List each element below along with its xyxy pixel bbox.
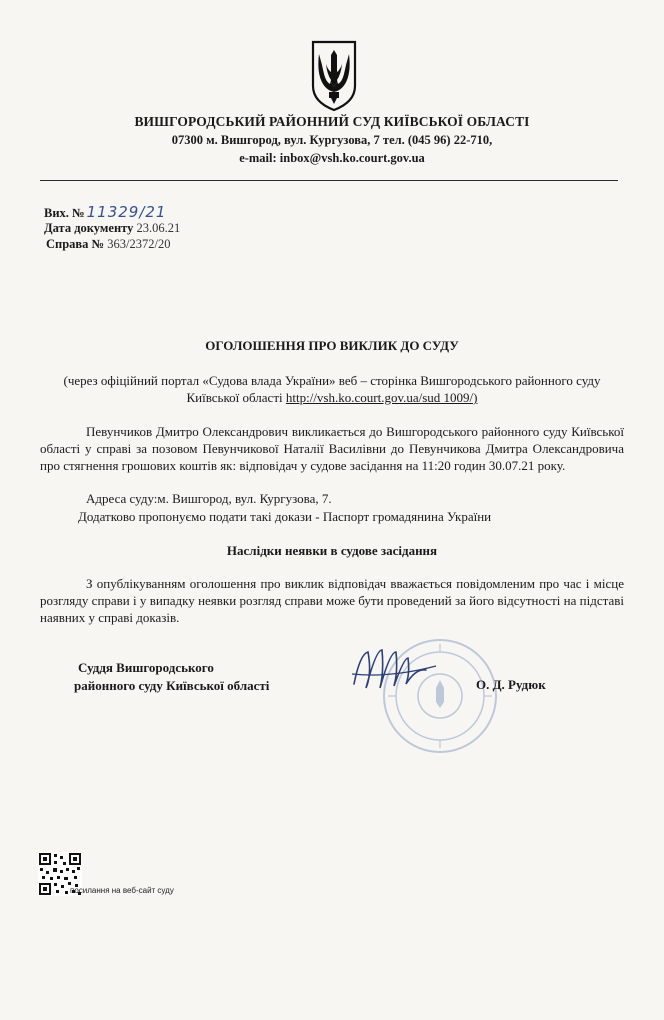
outgoing-number-value: 11329/21: [86, 203, 167, 221]
notice-subtitle: [40, 372, 624, 406]
judge-signature: [350, 644, 440, 694]
case-number: [46, 237, 170, 252]
ukraine-trident-icon: [309, 40, 359, 112]
outgoing-number-label: Вих. №: [44, 206, 85, 220]
notice-title: ОГОЛОШЕННЯ ПРО ВИКЛИК ДО СУДУ: [205, 338, 459, 353]
header-divider: [40, 180, 618, 181]
consequences-title: Наслідки неявки в судове засідання: [226, 543, 438, 558]
document-date: [44, 221, 180, 236]
outgoing-number: [44, 203, 166, 221]
court-address: 07300 м. Вишгород, вул. Кургузова, 7 тел. (045 96) 22-710,: [171, 133, 493, 147]
case-number-value: 363/2372/20: [107, 237, 171, 251]
judge-title: [74, 659, 269, 695]
court-address-line: Адреса суду:м. Вишгород, вул. Кургузова, 7.: [86, 491, 332, 506]
document-date-label: Дата документу: [44, 221, 134, 235]
notice-subtitle-text: (через офіційний портал «Судова влада України» веб – сторінка Вишгородського районного суду Київської області: [63, 373, 601, 405]
consequences-paragraph: З опублікуванням оголошення про виклик відповідач вважається повідомленим про час і місце розгляду справи і у випадку неявки розгляд справи може бути проведений за його відсутності на підставі наявних у справі доказів.: [40, 576, 624, 625]
evidence-line: Додатково пропонуємо подати такі докази - Паспорт громадянина України: [78, 509, 492, 524]
court-website-link[interactable]: http://vsh.ko.court.gov.ua/sud 1009/): [285, 390, 478, 405]
document-date-value: 23.06.21: [136, 221, 181, 235]
judge-title-line1: Суддя Вишгородського: [78, 660, 214, 675]
court-name: ВИШГОРОДСЬКИЙ РАЙОННИЙ СУД КИЇВСЬКОЇ ОБЛАСТІ: [134, 114, 530, 129]
case-number-label: Справа №: [46, 237, 105, 251]
summons-paragraph: Певунчиков Дмитро Олександрович викликається до Вишгородського районного суду Київської області у справі за позовом Певунчикової Наталії Василівни до Певунчикова Дмитра Олександровича про стягнення грошових коштів як: відповідач у судове засідання на 11:20 годин 30.07.21 року.: [40, 424, 624, 473]
judge-title-line2: районного суду Київської області: [74, 678, 270, 693]
court-email: e-mail: inbox@vsh.ko.court.gov.ua: [239, 151, 425, 165]
judge-name: О. Д. Рудюк: [476, 677, 546, 692]
qr-caption: посилання на веб-сайт суду: [70, 886, 174, 895]
